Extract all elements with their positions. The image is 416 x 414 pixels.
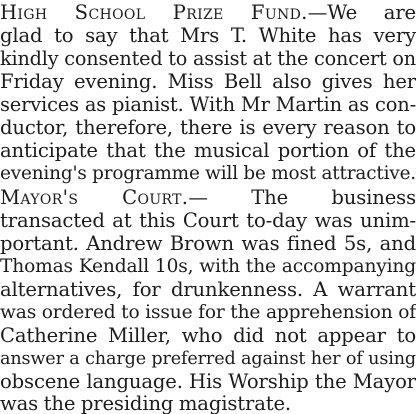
article-line: evening's programme will be most attractive. <box>0 163 416 184</box>
article-heading: High School Prize Fund. <box>0 1 308 24</box>
article-line: anticipate that the musical portion of the <box>0 139 416 162</box>
article-line: answer a charge preferred against her of using <box>0 349 416 369</box>
article-first-line-text: — The business <box>188 186 416 209</box>
article-line: kindly consented to assist at the concert on <box>0 47 416 70</box>
article-line: was the presiding magistrate. <box>0 392 291 414</box>
article-line: portant. Andrew Brown was fined 5s, and <box>0 232 416 255</box>
article-line: Thomas Kendall 10s, with the accompanying <box>0 256 416 277</box>
article-line: Catherine Miller, who did not appear to <box>0 324 416 347</box>
article-heading: Mayor's Court. <box>0 186 189 209</box>
article-line: obscene language. His Worship the Mayor <box>0 370 416 393</box>
article-line: Friday evening. Miss Bell also gives her <box>0 70 416 93</box>
article-line: alternatives, for drunkenness. A warrant <box>0 278 416 301</box>
article-line: services as pianist. With Mr Martin as con- <box>0 93 416 116</box>
article-line: ductor, therefore, there is every reason to <box>0 116 416 139</box>
article-first-line-text: —We are <box>307 1 416 24</box>
article-line: glad to say that Mrs T. White has very <box>0 24 416 47</box>
article-first-line <box>0 1 416 25</box>
article-line: was ordered to issue for the apprehension of <box>0 302 416 323</box>
article-first-line <box>0 186 416 210</box>
article-line: transacted at this Court to-day was unim- <box>0 209 416 232</box>
